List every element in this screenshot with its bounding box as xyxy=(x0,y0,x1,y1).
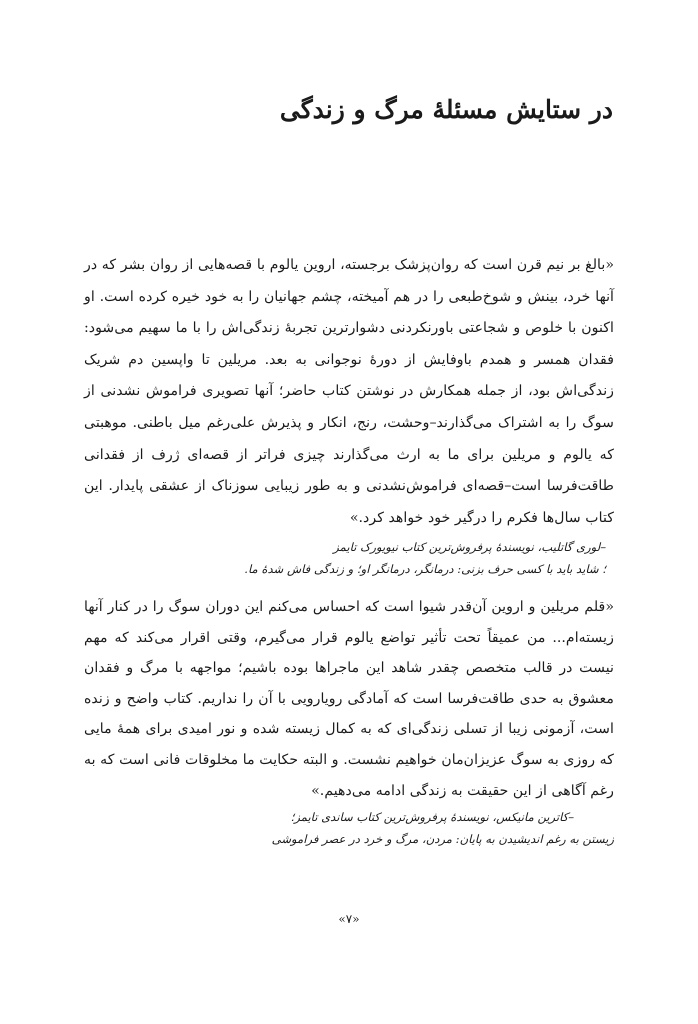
blurb-quote-2 xyxy=(84,592,614,850)
blurb-quote-1 xyxy=(84,250,614,580)
attribution-line: –کاترین مانیکس، نویسندهٔ پرفروش‌ترین کتاب ساندی تایمز؛ xyxy=(290,810,574,825)
attribution-line: –لوری گاتلیب، نویسندهٔ پرفروش‌ترین کتاب نیویورک تایمز xyxy=(333,540,606,555)
attribution-line: زیستن به رغم اندیشیدن به پایان: مردن، مرگ و خرد در عصر فراموشی xyxy=(271,832,614,847)
quote-text: «قلم مریلین و اروین آن‌قدر شیوا است که احساس می‌کنم این دوران سوگ را در کنار آنها زیسته‌ام... من عمیقاً تحت تأثیر تواضع یالوم قرار می‌گیرم، وقتی اقرار می‌کند که مهم نیست در قالب متخصص چقدر شاهد این ماجراها بوده باشیم؛ مواجهه با مرگ و فقدان معشوق به حدی طاقت‌فرسا است که آمادگی رویارویی با آن را نداریم. کتاب واضح و زنده است، آزمونی زیبا از تسلی زندگی‌ای که به کمال زیسته شده و نور امیدی برای همهٔ مایی که روزی به سوگ عزیزان‌مان خواهیم نشست. و البته حکایت ما مخلوقات فانی است که به رغم آگاهی از این حقیقت به زندگی ادامه می‌دهیم.» xyxy=(84,599,614,799)
quote-text: «بالغ بر نیم قرن است که روان‌پزشک برجسته، اروین یالوم با قصه‌هایی از روان بشر که در آنها خرد، بینش و شوخ‌طبعی را در هم آمیخته، چشم جهانیان را به خود خیره کرده است. او اکنون با خلوص و شجاعتی باورنکردنی دشوارترین تجربهٔ زندگی‌اش را با ما سهیم می‌شود: فقدان همسر و همدم باوفایش از دورهٔ نوجوانی به بعد. مریلین تا واپسین دم شریک زندگی‌اش بود، از جمله همکارش در نوشتن کتاب حاضر؛ آنها تصویری فراموش نشدنی از سوگ را به اشتراک می‌گذارند–وحشت، رنج، انکار و پذیرش علی‌رغم میل باطنی. موهبتی که یالوم و مریلین برای ما به ارث می‌گذارند چیزی فراتر از قصه‌ای ژرف از فقدانی طاقت‌فرسا است–قصه‌ای فراموش‌نشدنی و به طور زیبایی سوزناک از عشقی پایدار. این کتاب سال‌ها فکرم را درگیر خود خواهد کرد.» xyxy=(84,257,614,526)
quote-attribution xyxy=(84,806,614,850)
quote-attribution xyxy=(84,536,614,580)
page-title: در ستایش مسئلهٔ مرگ و زندگی xyxy=(279,95,613,124)
attribution-line: ؛ شاید باید با کسی حرف بزنی: درمانگر، درمانگر او؛ و زندگی فاش شدهٔ ما. xyxy=(244,562,606,577)
page-number: «۷» xyxy=(338,912,360,926)
